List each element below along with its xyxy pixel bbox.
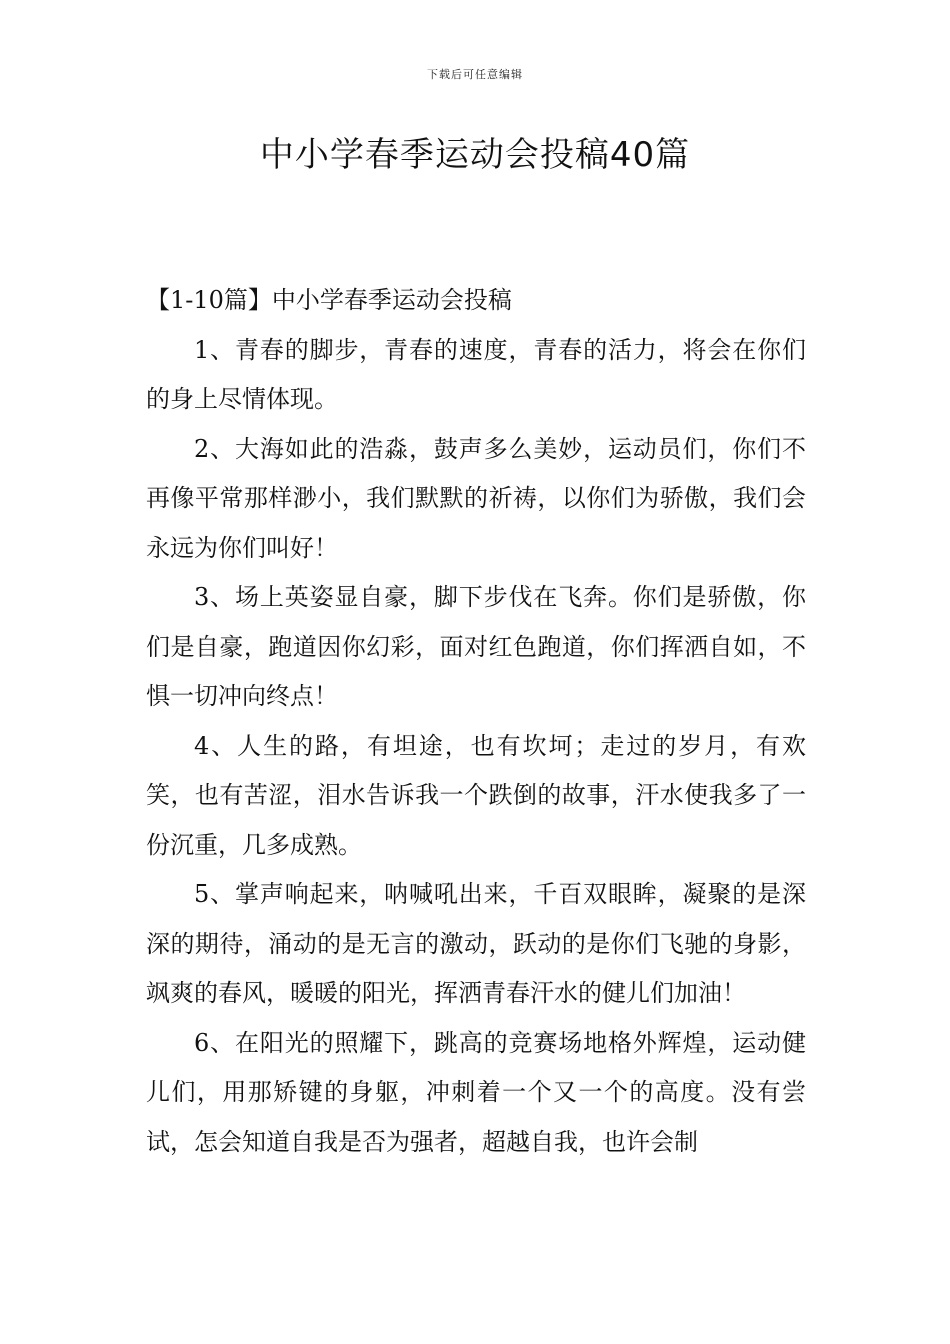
paragraph-3: 3、场上英姿显自豪，脚下步伐在飞奔。你们是骄傲，你们是自豪，跑道因你幻彩，面对红色跑道，你们挥洒自如，不惧一切冲向终点！ xyxy=(146,583,806,710)
paragraph-6: 6、在阳光的照耀下，跳高的竞赛场地格外辉煌，运动健儿们，用那矫键的身躯，冲刺着一个又一个的高度。没有尝试，怎会知道自我是否为强者，超越自我，也许会制 xyxy=(146,1028,806,1156)
paragraph-2: 2、大海如此的浩淼，鼓声多么美妙，运动员们，你们不再像平常那样渺小，我们默默的祈祷，以你们为骄傲，我们会永远为你们叫好！ xyxy=(146,434,806,562)
document-title: 中小学春季运动会投稿40篇 xyxy=(259,135,691,175)
paragraph-4: 4、人生的路，有坦途，也有坎坷；走过的岁月，有欢笑，也有苦涩，泪水告诉我一个跌倒的故事，汗水使我多了一份沉重，几多成熟。 xyxy=(146,731,806,859)
section-heading: 【1-10篇】中小学春季运动会投稿 xyxy=(146,286,512,314)
document-body xyxy=(146,276,806,1167)
header-note: 下载后可任意编辑 xyxy=(427,68,523,81)
paragraph-5: 5、掌声响起来，呐喊吼出来，千百双眼眸，凝聚的是深深的期待，涌动的是无言的激动，跃动的是你们飞驰的身影，飒爽的春风，暖暖的阳光，挥洒青春汗水的健儿们加油！ xyxy=(146,880,806,1007)
paragraph-1: 1、青春的脚步，青春的速度，青春的活力，将会在你们的身上尽情体现。 xyxy=(146,335,806,413)
